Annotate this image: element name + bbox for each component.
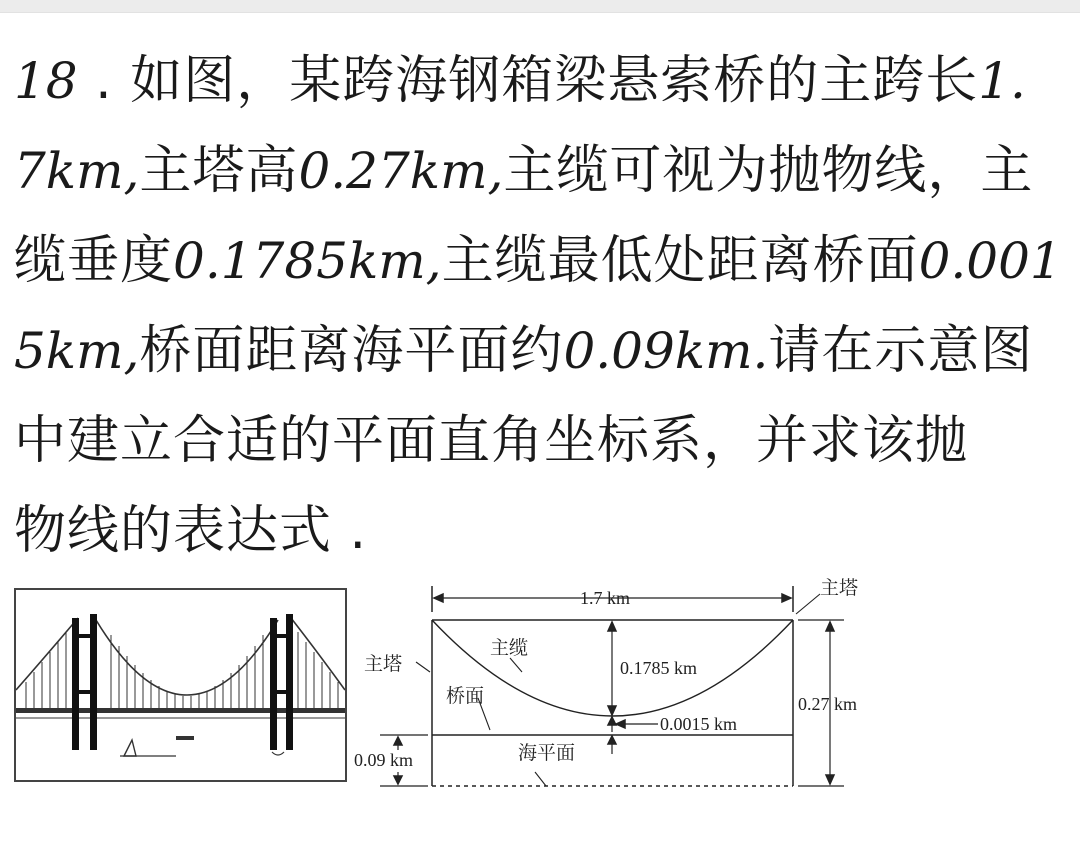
span-label: 1.7 km [580, 588, 631, 608]
problem-text [14, 36, 1074, 576]
schematic-diagram [350, 572, 1080, 840]
text-run: 物线的表达式 . [14, 501, 368, 561]
tower-left [72, 614, 97, 750]
schematic-svg [350, 572, 1080, 840]
deck [16, 708, 345, 713]
text-run: 桥面距离海平面约 [139, 321, 564, 381]
math-run: 0.09km. [563, 322, 769, 380]
math-run: 7km, [14, 142, 140, 200]
problem-line [14, 126, 1074, 216]
problem-line [14, 36, 1074, 126]
top-bar [0, 0, 1080, 13]
tower-right [270, 614, 293, 750]
math-run: 1. [978, 52, 1026, 110]
text-run: 主缆最低处距离桥面 [441, 231, 919, 291]
deck-label: 桥面 [446, 686, 485, 707]
tower-label-left: 主塔 [364, 654, 403, 675]
boat-sail-icon [124, 740, 136, 756]
problem-line [14, 216, 1074, 306]
text-run: 主缆可视为抛物线，主 [503, 141, 1034, 201]
text-run: 主塔高 [139, 141, 299, 201]
clearance-label: 0.0015 km [660, 714, 738, 734]
text-run: 中建立合适的平面直角坐标系，并求该抛 [14, 411, 969, 471]
math-run: 0.001 [918, 232, 1062, 290]
cable-left [16, 618, 78, 690]
text-run: 缆垂度 [14, 231, 174, 291]
math-run: 5km, [14, 322, 140, 380]
boat-icon [176, 736, 194, 740]
problem-line [14, 396, 1074, 486]
deck-height-label: 0.09 km [354, 750, 414, 770]
text-run: . 如图，某跨海钢箱梁悬索桥的主跨长 [77, 51, 979, 111]
math-run: 0.27km, [298, 142, 504, 200]
tower-height-label: 0.27 km [798, 694, 858, 714]
cable-main [96, 620, 278, 695]
sag-label: 0.1785 km [620, 658, 698, 678]
bridge-illustration [14, 588, 347, 782]
math-run: 0.1785km, [173, 232, 442, 290]
tower-label-right: 主塔 [820, 578, 859, 599]
bridge-drawing [16, 590, 345, 780]
problem-line [14, 486, 1074, 576]
problem-number: 18 [14, 52, 78, 110]
cable-label: 主缆 [490, 638, 529, 659]
text-run: 请在示意图 [768, 321, 1034, 381]
problem-line [14, 306, 1074, 396]
cable-right [291, 618, 345, 690]
sea-level-label: 海平面 [518, 743, 576, 764]
